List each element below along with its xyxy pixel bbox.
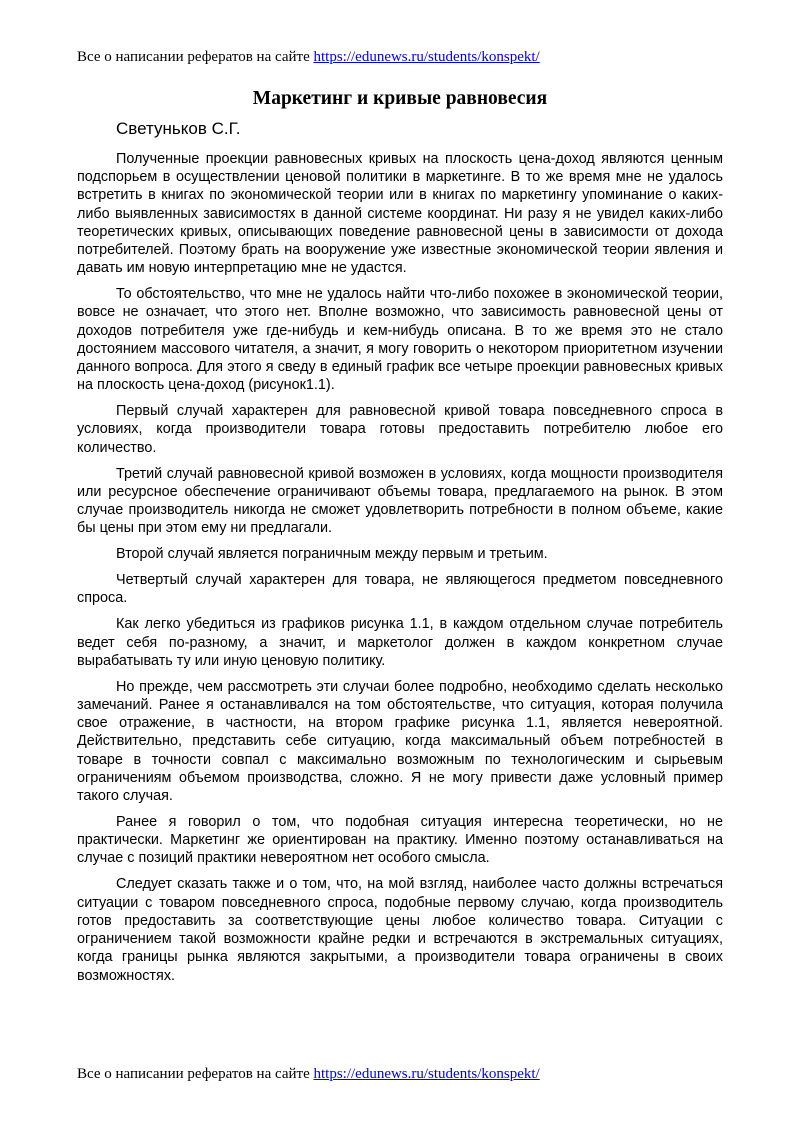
paragraph: То обстоятельство, что мне не удалось найти что-либо похожее в экономической теории, вовсе не означает, что этого нет. Вполне возможно, что зависимость равновесной цены от доходов потребителя уже где-нибудь и кем-нибудь описана. В то же время это не стало достоянием массового читателя, а значит, я могу говорить о некотором приоритетном изучении данного вопроса. Для этого я сведу в единый график все четыре проекции равновесных кривых на плоскость цена-доход (рисунок1.1). <box>77 286 723 394</box>
document-body <box>77 150 723 993</box>
paragraph: Второй случай является пограничным между первым и третьим. <box>116 546 548 563</box>
header-link[interactable]: https://edunews.ru/students/konspekt/ <box>313 49 540 65</box>
paragraph: Полученные проекции равновесных кривых на плоскость цена-доход являются ценным подспорьем в осуществлении ценовой политики в маркетинге. В то же время мне не удалось встретить в книгах по экономической теории или в книгах по маркетингу упоминание о каких-либо выявленных зависимостях в данной системе координат. Ни разу я не увидел каких-либо теоретических кривых, описывающих поведение равновесной цены в зависимости от дохода потребителей. Поэтому брать на вооружение уже известные экономической теории явления и давать им новую интерпретацию мне не удастся. <box>77 151 723 277</box>
document-author: Светуньков С.Г. <box>116 119 241 138</box>
paragraph: Следует сказать также и о том, что, на мой взгляд, наиболее часто должны встречаться ситуации с товаром повседневного спроса, подобные первому случаю, когда производитель готов предоставить за соответствующие цены любое количество товара. Ситуации с ограничением такой возможности крайне редки и встречаются в экстремальных ситуациях, когда границы рынка являются закрытыми, а производители товара ограничены в своих возможностях. <box>77 876 723 984</box>
paragraph: Но прежде, чем рассмотреть эти случаи более подробно, необходимо сделать несколько замечаний. Ранее я останавливался на том обстоятельстве, что ситуация, которая получила свое отражение, в частности, на втором графике рисунка 1.1, является невероятной. Действительно, представить себе ситуацию, когда максимальный объем потребностей в товаре в точности совпал с максимально возможным по технологическим и сырьевым ограничениям объемом производства, сложно. Я не могу привести даже условный пример такого случая. <box>77 678 723 805</box>
document-title: Маркетинг и кривые равновесия <box>252 88 548 109</box>
page-header <box>77 48 540 66</box>
footer-link[interactable]: https://edunews.ru/students/konspekt/ <box>313 1066 540 1082</box>
paragraph: Третий случай равновесной кривой возможен в условиях, когда мощности производителя или ресурсное обеспечение ограничивают объемы товара, предлагаемого на рынок. В этом случае производитель никогда не сможет удовлетворить потребности в полном объеме, какие бы цены при этом ему ни предлагали. <box>77 465 723 537</box>
footer-text: Все о написании рефератов на сайте <box>77 1066 314 1082</box>
header-text: Все о написании рефератов на сайте <box>77 49 314 65</box>
paragraph: Ранее я говорил о том, что подобная ситуация интересна теоретически, но не практически. Маркетинг же ориентирован на практику. Именно поэтому останавливаться на случае с позиций практики невероятном нет особого смысла. <box>77 814 723 867</box>
paragraph: Как легко убедиться из графиков рисунка 1.1, в каждом отдельном случае потребитель ведет себя по-разному, а значит, и маркетолог должен в каждом конкретном случае вырабатывать ту или иную ценовую политику. <box>77 616 723 669</box>
paragraph: Первый случай характерен для равновесной кривой товара повседневного спроса в условиях, когда производители товара готовы предоставить потребителю любое его количество. <box>77 403 723 456</box>
page-footer <box>77 1065 540 1083</box>
paragraph: Четвертый случай характерен для товара, не являющегося предметом повседневного спроса. <box>77 572 723 607</box>
